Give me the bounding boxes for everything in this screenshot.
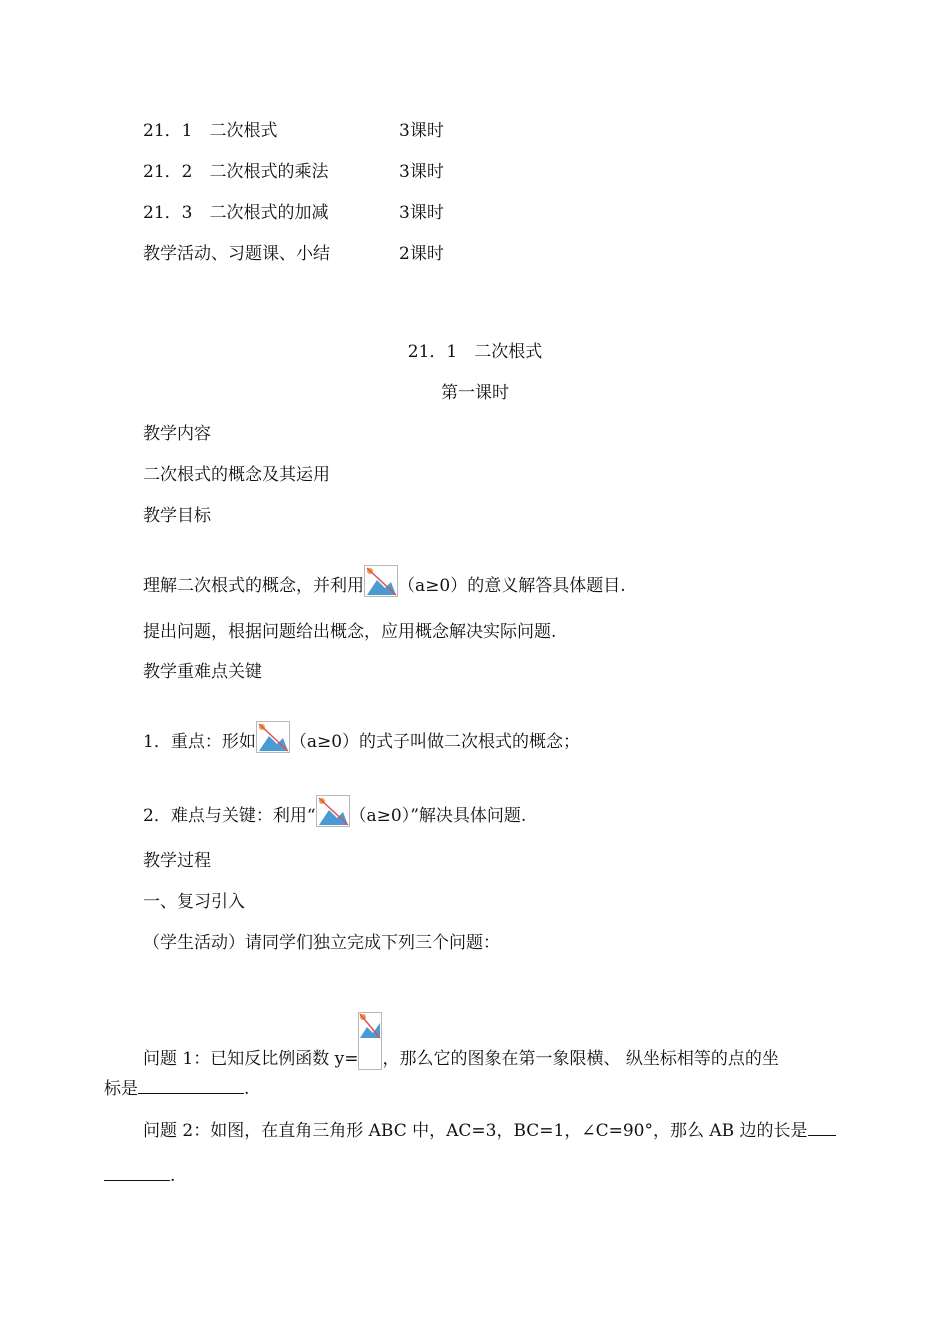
student-activity: （学生活动）请同学们独立完成下列三个问题： [143,933,500,953]
objective-text-before: 理解二次根式的概念，并利用 [143,576,364,596]
answer-blank[interactable] [138,1077,244,1094]
schedule-topic: 21．3 二次根式的加减 [143,203,329,223]
content-heading: 教学内容 [143,424,211,444]
objective-line-1 [143,565,626,597]
question-1-text-before: 问题 1：已知反比例函数 y= [143,1049,359,1069]
schedule-hours: 3课时 [399,121,444,141]
key-point-text-before: 1．重点：形如 [143,732,256,752]
key-point-text-after: （a≥0）”解决具体问题. [349,806,527,826]
question-2-end: . [170,1166,176,1186]
key-point-text-after: （a≥0）的式子叫做二次根式的概念； [289,732,581,752]
question-1 [143,1012,779,1070]
section-subtitle: 第一课时 [441,383,509,403]
key-point-text-before: 2．难点与关键：利用“ [143,806,316,826]
process-heading: 教学过程 [143,851,211,871]
broken-image-icon [256,721,290,753]
question-1-text-after: ，那么它的图象在第一象限横、 纵坐标相等的点的坐 [382,1049,779,1069]
question-1-answer-line [104,1077,249,1100]
answer-blank[interactable] [104,1164,170,1181]
broken-image-icon [316,795,350,827]
key-point-2 [143,795,526,827]
question-2-text: 问题 2：如图，在直角三角形 ABC 中，AC=3，BC=1，∠C=90°，那么 AB 边的长是 [143,1121,808,1141]
question-2-answer-line [104,1164,175,1187]
schedule-hours: 3课时 [399,203,444,223]
key-points-heading: 教学重难点关键 [143,662,262,682]
key-point-1 [143,721,580,753]
question-2 [143,1119,836,1142]
section-title: 21．1 二次根式 [407,342,543,362]
schedule-topic: 21．1 二次根式 [143,121,278,141]
answer-blank[interactable] [808,1119,836,1136]
objectives-heading: 教学目标 [143,506,211,526]
question-1-end-before: 标是 [104,1079,138,1099]
objective-line-2: 提出问题，根据问题给出概念，应用概念解决实际问题. [143,622,557,642]
broken-image-icon [364,565,398,597]
content-text: 二次根式的概念及其运用 [143,465,330,485]
schedule-hours: 3课时 [399,162,444,182]
schedule-topic: 21．2 二次根式的乘法 [143,162,329,182]
schedule-topic: 教学活动、习题课、小结 [143,244,330,264]
schedule-hours: 2课时 [399,244,444,264]
broken-image-icon [358,1012,382,1070]
process-part-1: 一、复习引入 [143,892,245,912]
question-1-end-after: . [244,1079,250,1099]
objective-text-after: （a≥0）的意义解答具体题目. [398,576,626,596]
